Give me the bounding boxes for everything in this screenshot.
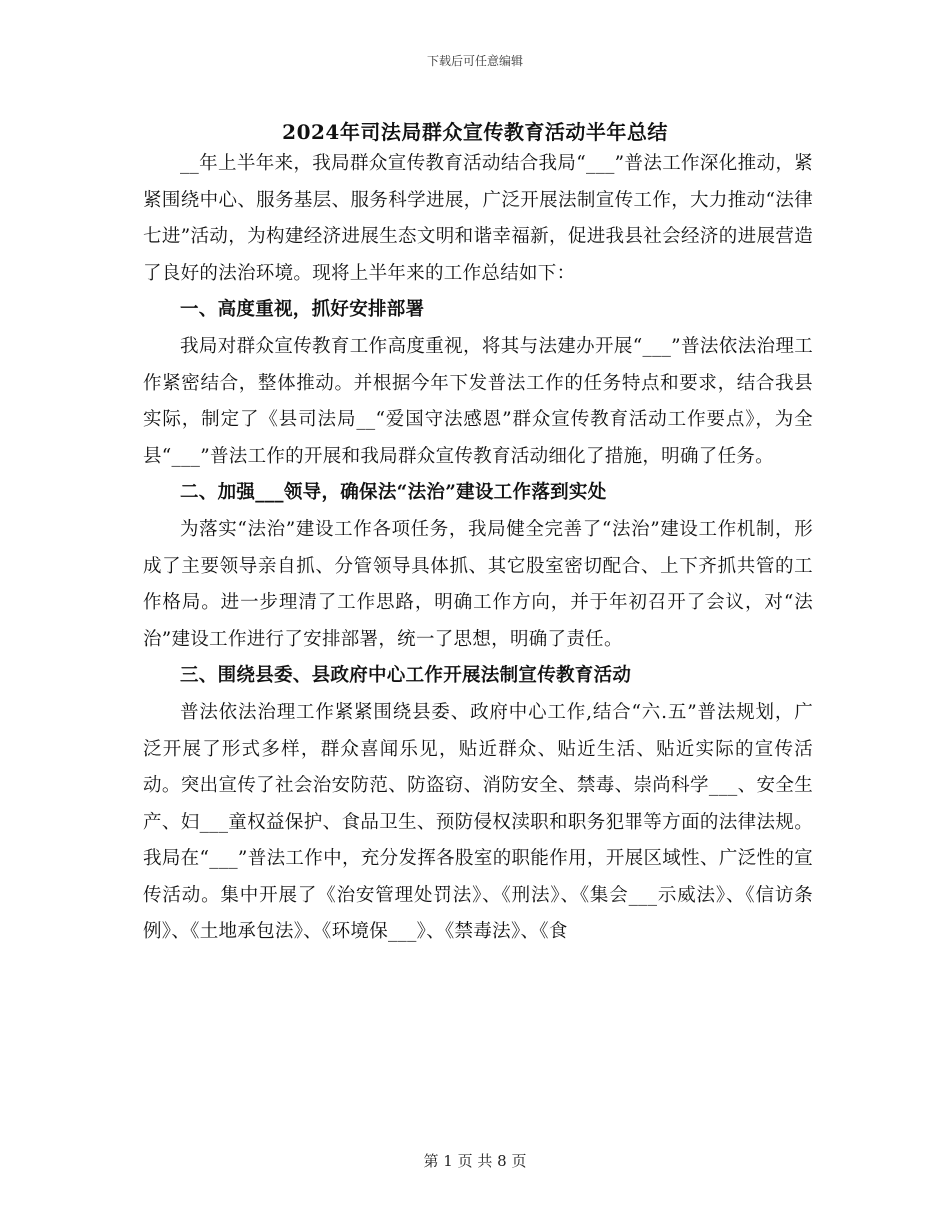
document-body <box>143 146 813 951</box>
section-heading: 二、加强___领导，确保法“法治”建设工作落到实处 <box>180 482 607 504</box>
page-number: 第 1 页 共 8 页 <box>423 1152 527 1170</box>
intro-paragraph: __年上半年来，我局群众宣传教育活动结合我局“___”普法工作深化推动，紧紧围绕中心、服务基层、服务科学进展，广泛开展法制宣传工作，大力推动“法律七进”活动，为构建经济进展生态文明和谐幸福新，促进我县社会经济的进展营造了良好的法治环境。现将上半年来的工作总结如下： <box>143 153 813 284</box>
section-paragraph: 普法依法治理工作紧紧围绕县委、政府中心工作,结合“六.五”普法规划，广泛开展了形式多样，群众喜闻乐见，贴近群众、贴近生活、贴近实际的宣传活动。突出宣传了社会治安防范、防盗窃、消防安全、禁毒、崇尚科学___、安全生产、妇___童权益保护、食品卫生、预防侵权渎职和职务犯罪等方面的法律法规。我局在“___”普法工作中，充分发挥各股室的职能作用，开展区域性、广泛性的宣传活动。集中开展了《治安管理处罚法》、《刑法》、《集会___示威法》、《信访条例》、《土地承包法》、《环境保___》、《禁毒法》、《食 <box>143 701 813 943</box>
section-heading: 三、围绕县委、县政府中心工作开展法制宣传教育活动 <box>180 665 632 687</box>
section-heading: 一、高度重视，抓好安排部署 <box>180 299 425 321</box>
download-note: 下载后可任意编辑 <box>426 54 523 68</box>
document-title: 2024年司法局群众宣传教育活动半年总结 <box>282 120 668 144</box>
section-paragraph: 为落实“法治”建设工作各项任务，我局健全完善了“法治”建设工作机制，形成了主要领导亲自抓、分管领导具体抓、其它股室密切配合、上下齐抓共管的工作格局。进一步理清了工作思路，明确工作方向，并于年初召开了会议，对“法治”建设工作进行了安排部署，统一了思想，明确了责任。 <box>143 518 813 650</box>
section-paragraph: 我局对群众宣传教育工作高度重视，将其与法建办开展“___”普法依法治理工作紧密结合，整体推动。并根据今年下发普法工作的任务特点和要求，结合我县实际，制定了《县司法局__“爱国守法感恩”群众宣传教育活动工作要点》，为全县“___”普法工作的开展和我局群众宣传教育活动细化了措施，明确了任务。 <box>143 335 813 467</box>
